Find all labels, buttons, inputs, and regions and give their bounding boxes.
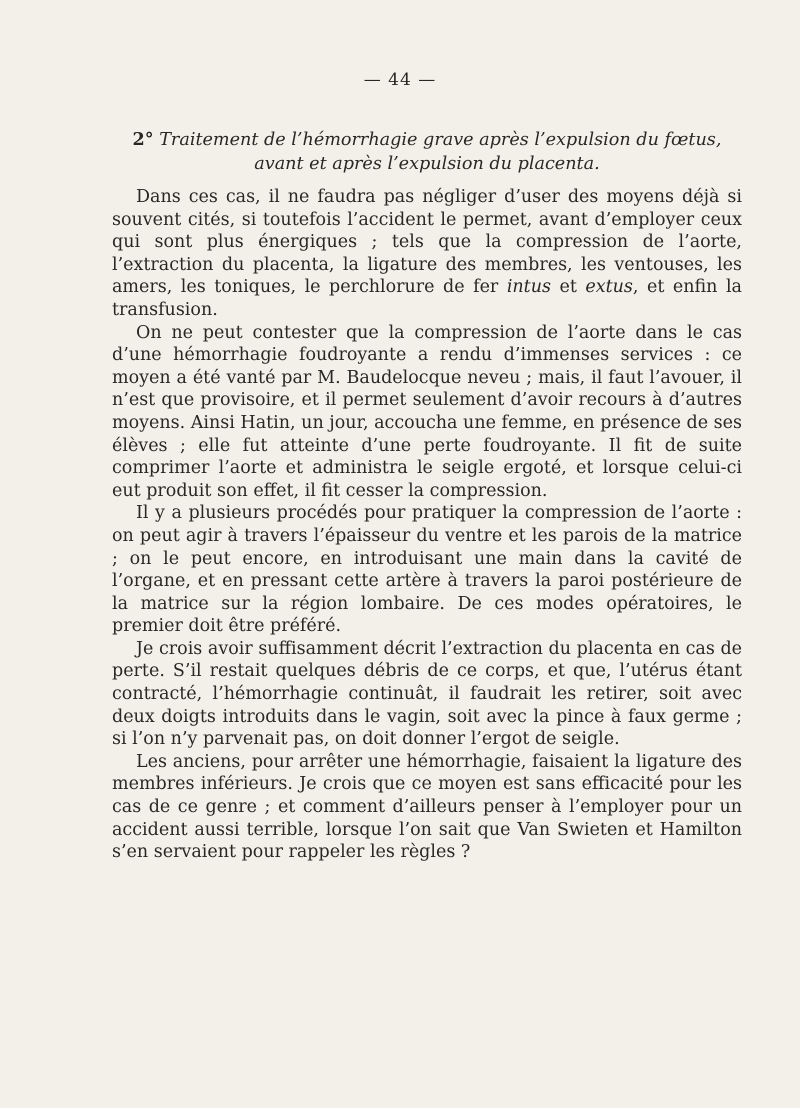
section-number: 2° [132, 129, 154, 150]
paragraph-2: On ne peut contester que la compression de l’aorte dans le cas d’une hémorrhagie foudroyante a rendu d’immenses services : ce moyen a été vanté par M. Baudelocque neveu ; mais, il faut l’avouer, il n’est que provisoire, et il permet seulement d’avoir recours à d’autres moyens. Ainsi Hatin, un jour, accoucha une femme, en présence de ses élèves ; elle fut atteinte d’une perte foudroyante. Il fit de suite comprimer l’aorte et administra le seigle ergoté, et lorsque celui-ci eut produit son effet, il fit cesser la compression. [112, 322, 742, 501]
section-heading [112, 128, 742, 176]
paragraph-3: Il y a plusieurs procédés pour pratiquer la compression de l’aorte : on peut agir à travers l’épaisseur du ventre et les parois de la matrice ; on le peut encore, en introduisant une main dans la cavité de l’organe, et en pressant cette artère à travers la paroi postérieure de la matrice sur la région lombaire. De ces modes opératoires, le premier doit être préféré. [112, 503, 742, 637]
section-title: Traitement de l’hémorrhagie grave après l’expulsion du fœtus, avant et après l’expulsion du placenta. [159, 130, 722, 174]
italic-intus: intus [506, 277, 551, 298]
paragraph-1-text-a: Dans ces cas, il ne faudra pas négliger d’user des moyens déjà si souvent cités, si toutefois l’accident le permet, avant d’employer ceux qui sont plus énergiques ; tels que la compression de l’aorte, l’extraction du placenta, la ligature des membres, les ventouses, les amers, les toniques, le perchlorure de fer [112, 187, 742, 298]
body-text [112, 186, 742, 864]
paragraph-1-text-c: , et enfin la transfusion. [112, 277, 742, 320]
paragraph-4: Je crois avoir suffisamment décrit l’extraction du placenta en cas de perte. S’il restait quelques débris de ce corps, et que, l’utérus étant contracté, l’hémorrhagie continuât, il faudrait les retirer, soit avec deux doigts introduits dans le vagin, soit avec la pince à faux germe ; si l’on n’y parvenait pas, on doit donner l’ergot de seigle. [112, 638, 742, 750]
italic-extus: extus [585, 277, 633, 298]
paragraph-1-text-b: et [550, 277, 586, 298]
paragraph-1 [112, 186, 742, 322]
page-number: — 44 — [363, 70, 437, 90]
paragraph-5: Les anciens, pour arrêter une hémorrhagie, faisaient la ligature des membres inférieurs. Je crois que ce moyen est sans efficacité pour les cas de ce genre ; et comment d’ailleurs penser à l’employer pour un accident aussi terrible, lorsque l’on sait que Van Swieten et Hamilton s’en servaient pour rappeler les règles ? [112, 751, 742, 863]
